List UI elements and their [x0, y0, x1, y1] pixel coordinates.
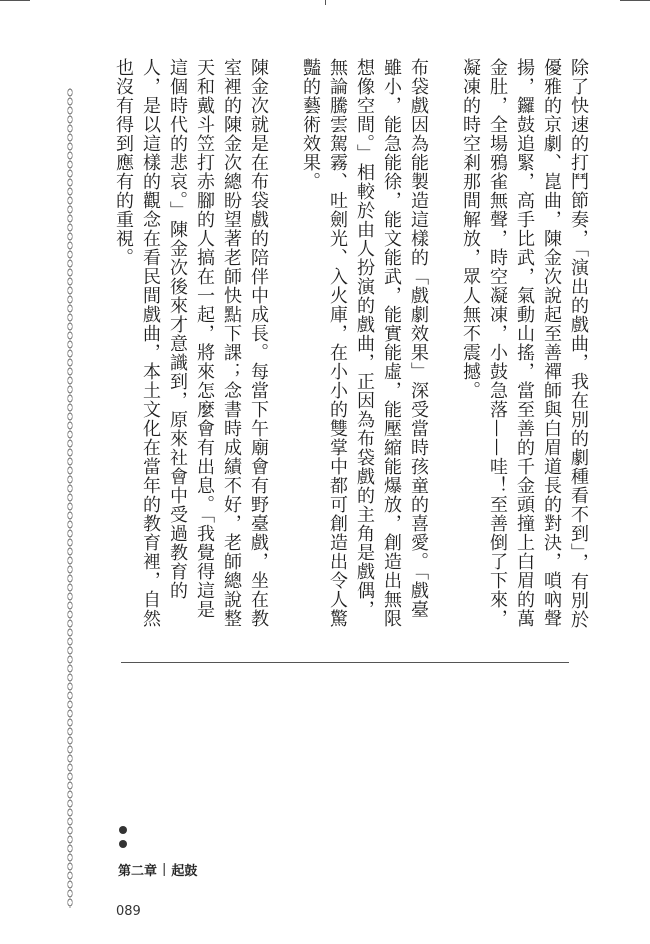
section-divider	[121, 662, 569, 663]
chapter-title: 起鼓	[171, 864, 198, 879]
decorative-chain-border	[66, 88, 74, 908]
paragraph-3: 陳金次就是在布袋戲的陪伴中成長。每當下午廟會有野臺戲，坐在教室裡的陳金次總盼望著老師快點下課；念書時成績不好，老師總說整天和戴斗笠打赤腳的人搞在一起，將來怎麼會有出息。「我覺得這是這個時代的悲哀。」陳金次後來才意識到，原來社會中受過教育的人，是以這樣的觀念在看民間戲曲，本土文化在當年的教育裡，自然也沒有得到應有的重視。	[113, 58, 269, 628]
page-number: 089	[116, 904, 141, 919]
running-footer	[118, 860, 197, 879]
vertical-text-block	[113, 58, 592, 636]
crop-mark-top-right	[620, 0, 650, 1]
paragraph-2: 布袋戲因為能製造這樣的「戲劇效果」深受當時孩童的喜愛。「戲臺雖小，能急能徐，能文能武，能實能虛，能壓縮能爆放，創造出無限想像空間。」相較於由人扮演的戲曲，正因為布袋戲的主角是戲偶，無論騰雲駕霧、吐劍光、入火庫，在小小的雙掌中都可創造出令人驚豔的藝術效果。	[300, 58, 429, 628]
decorative-dots	[119, 826, 127, 854]
paragraph-1: 除了快速的打鬥節奏，「演出的戲曲，我在別的劇種看不到」，有別於優雅的京劇、崑曲，陳金次說起至善禪師與白眉道長的對決，嗩吶聲揚，鑼鼓追緊，高手比武，氣動山搖，當至善的千金頭撞上白眉的萬金肚，全場鴉雀無聲，時空凝凍，小鼓急落——哇！至善倒了下來，凝凍的時空剎那間解放，眾人無不震撼。	[460, 58, 589, 629]
dot-icon	[119, 826, 127, 834]
dot-icon	[119, 840, 127, 848]
crop-mark-top-left	[0, 0, 30, 1]
footer-separator: |	[162, 862, 167, 877]
crop-mark-top-center	[325, 0, 326, 5]
chapter-number: 第二章	[118, 864, 158, 879]
